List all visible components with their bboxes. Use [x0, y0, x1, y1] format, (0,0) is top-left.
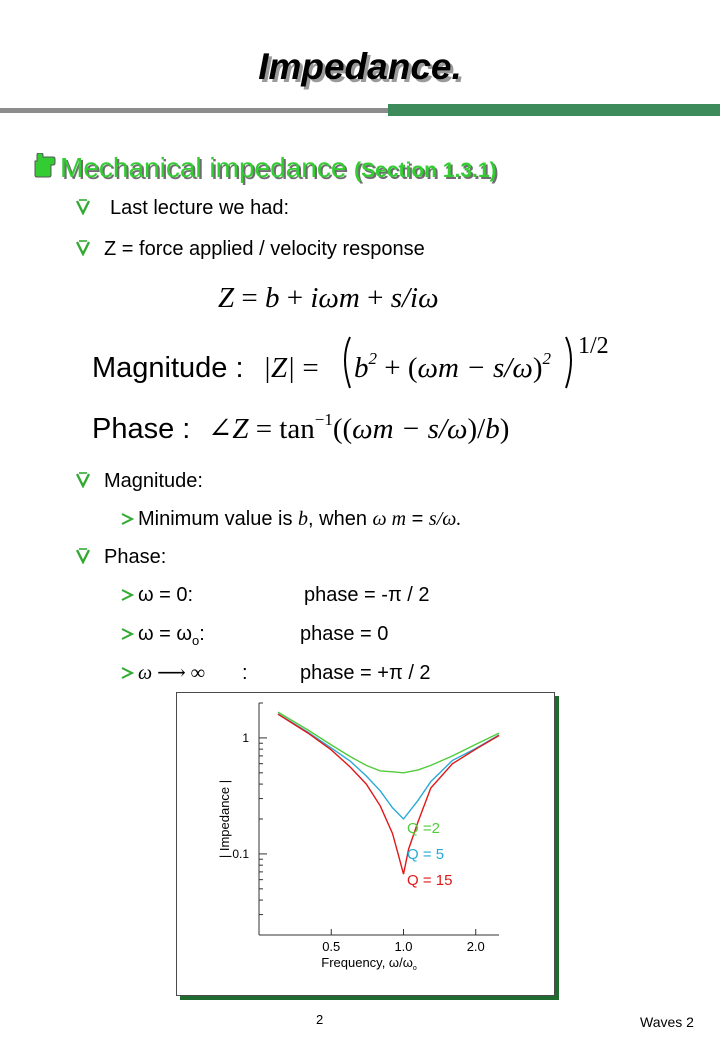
text-part: =: [406, 508, 429, 530]
phase-result: phase = +π / 2: [300, 662, 431, 684]
heading-text: Mechanical impedance: [60, 152, 347, 183]
phase-cond: ω = 0:: [138, 584, 194, 606]
phase-row-0: [120, 584, 430, 607]
x-axis-label-sub: o: [412, 965, 417, 972]
equations-block: [0, 0, 720, 460]
equation-phase: [208, 410, 509, 445]
text-part: ω: [372, 508, 387, 530]
omega-to-infinity: ω ⟶ ∞: [138, 662, 206, 684]
bullet-text: Magnitude:: [104, 470, 203, 492]
phase-result: phase = -π / 2: [304, 584, 430, 606]
phase-cond: ω = ω: [138, 623, 193, 645]
impedance-figure: [176, 692, 555, 996]
text-part: b: [298, 508, 309, 530]
series-line-1: [278, 714, 499, 819]
x-tick-label: 0.5: [322, 939, 341, 954]
legend-entry: Q = 5: [407, 846, 445, 863]
y-tick-label: 1: [242, 730, 249, 745]
mag-formula-inner: $b^2 + (\omega m - s/\omega)^2$: [354, 349, 551, 384]
bullet-text: Phase:: [104, 546, 167, 568]
arrow-right-icon: [120, 627, 134, 641]
bullet-text: Z = force applied / velocity response: [104, 238, 425, 260]
phase-colon: :: [199, 623, 205, 645]
x-tick-label: 2.0: [466, 939, 485, 954]
bullet-min-value: [120, 508, 461, 531]
x-axis-label: Frequency, $\omega/\omega_o$: [321, 955, 417, 972]
y-axis-label: | Impedance |: [217, 779, 232, 859]
phase-row-1: [120, 623, 388, 648]
page-number: 2: [316, 1012, 324, 1027]
text-part: /ω.: [436, 508, 462, 530]
arrow-right-icon: [120, 666, 134, 680]
mag-exponent: 1/2: [578, 333, 609, 359]
mag-formula: |Z| =: [263, 352, 319, 384]
phase-result: phase = 0: [300, 623, 389, 645]
page-title: Impedance.: [258, 46, 462, 87]
check-icon: [76, 548, 90, 564]
eq-main-text: Z = b + iωm + s/iω: [218, 282, 439, 314]
legend-entry: Q = 15: [407, 872, 453, 889]
arrow-right-icon: [120, 512, 134, 526]
paren-left: [345, 337, 350, 388]
footer-label: Waves 2: [640, 1014, 694, 1030]
y-tick-label: 0.1: [232, 846, 249, 861]
check-icon: [76, 472, 90, 488]
text-part: , when: [308, 508, 373, 530]
arrow-right-icon: [120, 588, 134, 602]
phase-formula: ∠Z = $\tan^{-1}((\omega m - s/\omega)/b)$: [208, 410, 510, 445]
equation-main: [218, 282, 439, 314]
series-line-2: [278, 714, 499, 874]
bullet-phase: [76, 546, 166, 569]
magnitude-label: Magnitude :: [92, 352, 244, 384]
x-tick-label: 1.0: [394, 939, 413, 954]
bullet-magnitude: [76, 470, 203, 493]
bullet-text: Last lecture we had:: [110, 197, 289, 219]
phase-label: Phase :: [92, 413, 191, 445]
legend-entry: Q =2: [407, 820, 440, 837]
text-part: s: [428, 508, 437, 530]
impedance-chart: [177, 693, 554, 995]
phase-row-2: [120, 660, 431, 685]
section-ref: (Section 1.3.1): [354, 159, 497, 182]
text-part: m: [386, 508, 407, 530]
text-part: Minimum value is: [138, 508, 299, 530]
phase-sub: o: [192, 633, 200, 648]
series-line-0: [278, 712, 499, 773]
equation-magnitude: [263, 333, 609, 388]
paren-right: [566, 337, 571, 388]
phase-cond: :: [242, 662, 248, 684]
